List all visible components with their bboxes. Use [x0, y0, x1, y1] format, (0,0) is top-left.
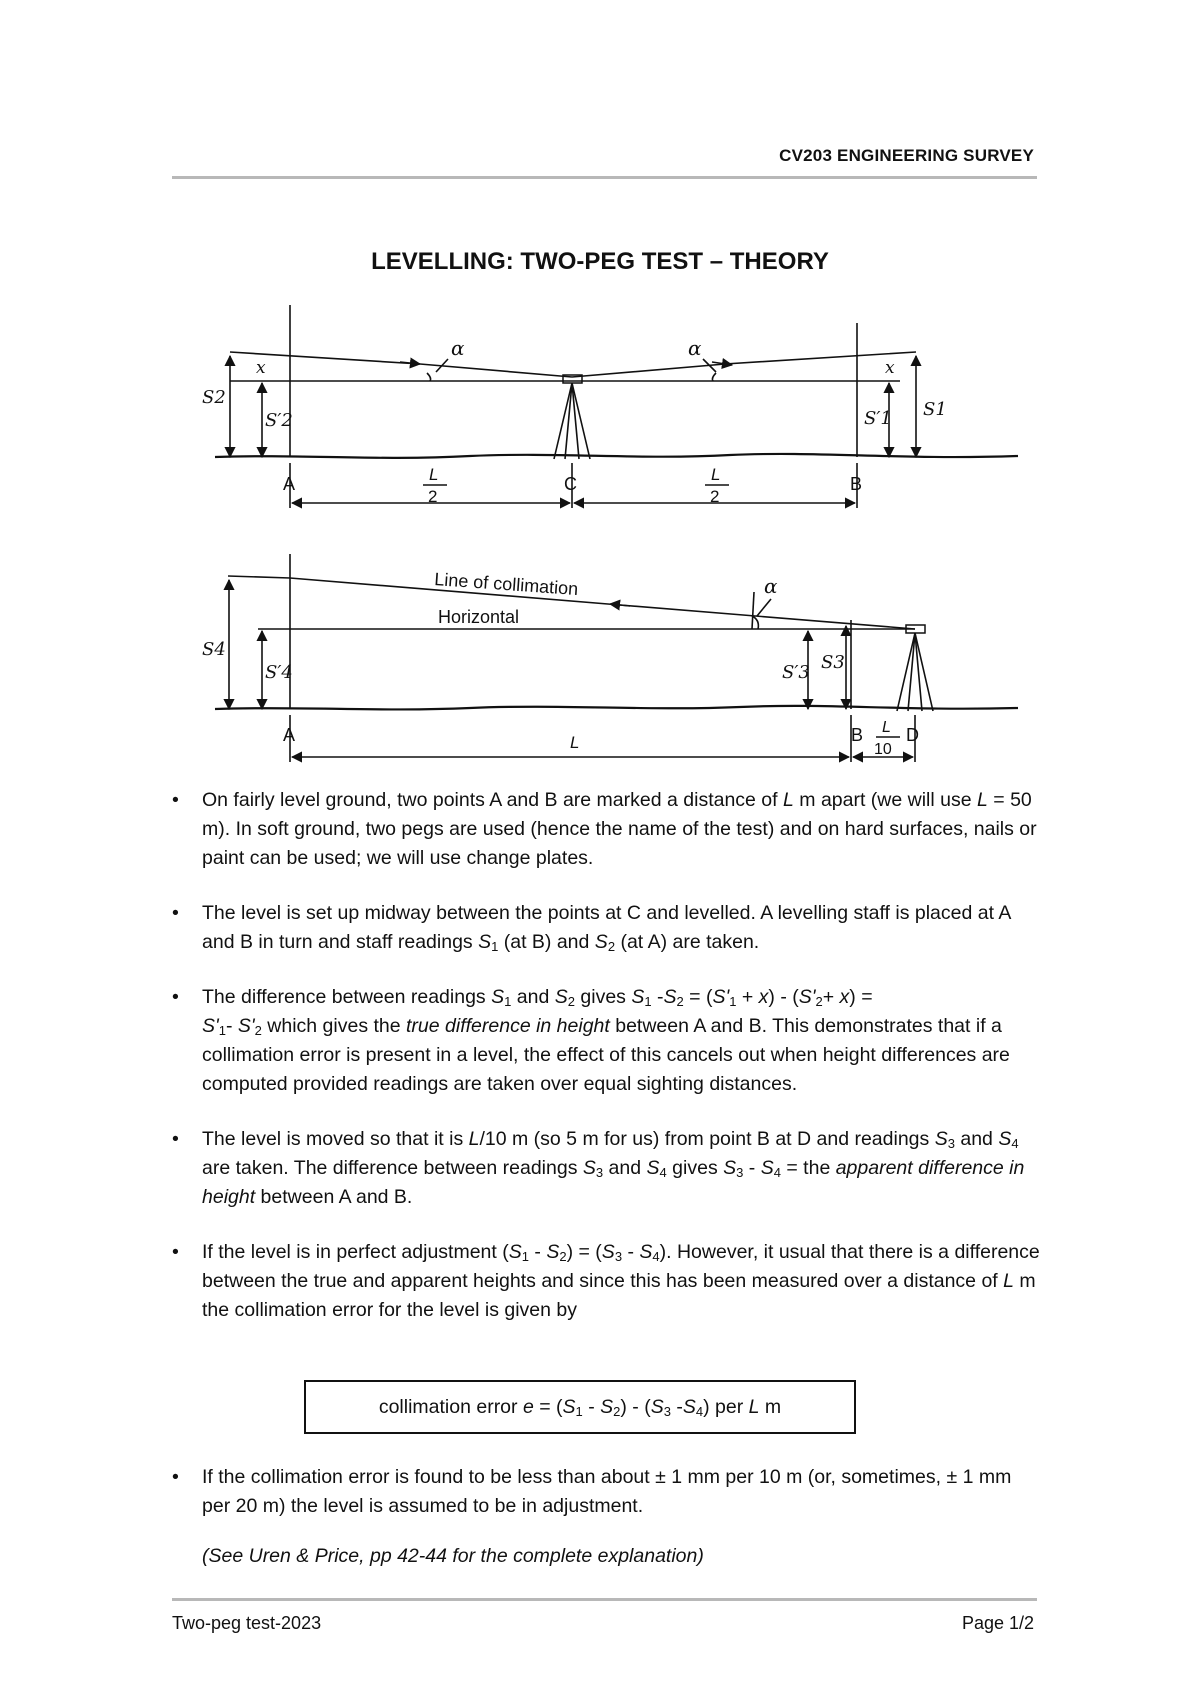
footer-page-number: Page 1/2 [961, 1613, 1034, 1633]
list-item: • The difference between readings $S_1$ and $S_2$ gives $S_1$ $-S_2 = (S'_1 + x) - (S'_2+ x)$ = $S'_1-$ $S'_2$ which gives the true difference in height between A and B. This demonstrates that if a collimation error is present in a level, the effect of this cancels out when height differences are computed provided readings are taken over equal sighting distances. [172, 983, 1042, 1099]
horizontal-label: Horizontal [438, 607, 520, 627]
alpha-right: α [688, 336, 702, 360]
label-C-top: C [564, 474, 577, 494]
label-S1: S1 [923, 399, 947, 420]
label-S2-prime: S′2 [265, 410, 293, 431]
footer-doc-name: Two-peg test-2023 [172, 1613, 322, 1633]
bullet-symbol: • [172, 1466, 179, 1488]
diagram-bottom [202, 554, 1018, 762]
two-peg-diagrams [0, 0, 1200, 780]
collimation-left [230, 352, 572, 377]
line-of-collimation-label: Line of collimation [433, 569, 579, 600]
bullet-symbol: • [172, 986, 179, 1008]
label-S4-prime: S′4 [265, 662, 293, 683]
list-item: • If the collimation error is found to be less than about ± 1 mm per 10 m (or, sometimes, ± 1 mm per 20 m) the level is assumed to be in adjustment. [172, 1463, 1042, 1521]
course-header: CV203 ENGINEERING SURVEY [779, 146, 1034, 165]
label-L-AC: L [429, 465, 439, 484]
list-item: • The level is moved so that it is L/10 m (so 5 m for us) from point B at D and readings $S_3$ and $S_4$ are taken. The difference between readings $S_3$ and $S_4$ gives $S_3 - S_4$ = the apparent difference in height between A and B. [172, 1125, 1042, 1212]
label-A-top: A [283, 474, 296, 494]
label-S3: S3 [821, 652, 845, 673]
diagram-top [202, 305, 1018, 508]
alpha-left: α [451, 336, 465, 360]
label-S2: S2 [202, 387, 226, 408]
label-L-BD: L [882, 719, 891, 736]
label-2-CB: 2 [710, 487, 720, 506]
list-item: • The level is set up midway between the points at C and levelled. A levelling staff is placed at A and B in turn and staff readings $S_1$ (at B) and $S_2$ (at A) are taken. [172, 899, 1042, 957]
collimation-error-formula: collimation error $e = (S_1 - S_2) - (S_3$ $-S_4$) per L m [304, 1380, 856, 1434]
bullet-symbol: • [172, 902, 179, 924]
alpha-bottom: α [764, 574, 778, 598]
label-D-bottom: D [906, 725, 919, 745]
bullet-symbol: • [172, 789, 179, 811]
label-B-bottom: B [851, 725, 864, 745]
label-10-BD: 10 [874, 741, 892, 758]
x-right: x [885, 358, 895, 378]
list-item: • On fairly level ground, two points A and B are marked a distance of L m apart (we will use L = 50 m). In soft ground, two pegs are used (hence the name of the test) and on hard surfaces, nails or paint can be used; we will use change plates. [172, 786, 1042, 873]
collimation-right [572, 352, 916, 377]
reference-note: (See Uren & Price, pp 42-44 for the complete explanation) [202, 1545, 704, 1567]
footer-rule [172, 1598, 1037, 1601]
page-title: LEVELLING: TWO-PEG TEST – THEORY [371, 248, 829, 275]
label-A-bottom: A [283, 725, 296, 745]
ground-line-top [215, 454, 1018, 458]
x-left: x [256, 358, 266, 378]
bullet-list-final [172, 1463, 1042, 1547]
bullet-symbol: • [172, 1128, 179, 1150]
label-L-CB: L [711, 465, 721, 484]
list-item: • If the level is in perfect adjustment $(S_1 - S_2) = (S_3 - S_4)$. However, it usual that there is a difference between the true and apparent heights and since this has been measured over a distance of L m the collimation error for the level is given by [172, 1238, 1042, 1325]
label-L-AB: L [570, 733, 580, 752]
label-S4: S4 [202, 639, 226, 660]
label-B-top: B [850, 474, 863, 494]
bullet-list [172, 786, 1042, 1351]
label-2-AC: 2 [428, 487, 438, 506]
bullet-symbol: • [172, 1241, 179, 1263]
label-S3-prime: S′3 [782, 662, 810, 683]
label-S1-prime: S′1 [864, 408, 892, 429]
